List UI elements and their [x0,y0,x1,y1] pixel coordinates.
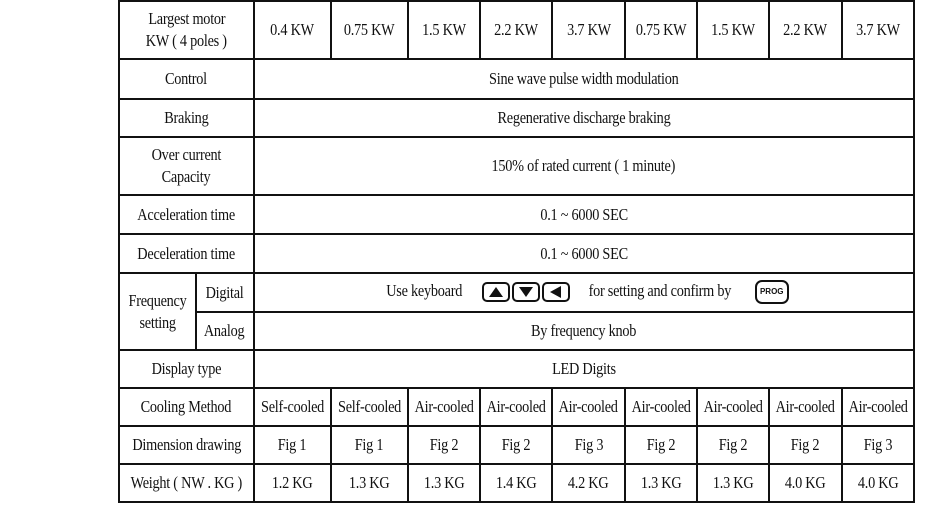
weight-cell: 1.3 KG [697,464,769,502]
acceleration-label: Acceleration time [119,195,254,234]
cooling-cell: Air-cooled [842,388,914,426]
motor-cell: 0.75 KW [331,1,408,59]
motor-label-line2: KW ( 4 poles ) [145,31,227,50]
motor-row [119,1,914,59]
dimension-cell: Fig 3 [842,426,914,464]
weight-cell: 1.4 KG [480,464,552,502]
cooling-cell: Self-cooled [254,388,331,426]
dimension-cell: Fig 2 [697,426,769,464]
cooling-cell: Air-cooled [625,388,697,426]
overcurrent-label: Over current Capacity [119,137,254,195]
overcurrent-row [119,137,914,195]
weight-label: Weight ( NW . KG ) [119,464,254,502]
dimension-row [119,426,914,464]
braking-value: Regenerative discharge braking [254,99,914,137]
motor-cell: 1.5 KW [697,1,769,59]
up-arrow-icon [482,282,510,302]
left-arrow-icon [542,282,570,302]
motor-cell: 1.5 KW [408,1,480,59]
digital-value [254,273,914,312]
digital-label: Digital [196,273,254,312]
motor-label-line1: Largest motor [147,9,225,28]
digital-prefix-text: Use keyboard [386,281,462,301]
frequency-label: Frequency setting [119,273,196,350]
weight-cell: 1.3 KG [625,464,697,502]
dimension-cell: Fig 2 [625,426,697,464]
motor-cell: 0.75 KW [625,1,697,59]
acceleration-row [119,195,914,234]
display-label: Display type [119,350,254,388]
weight-cell: 4.2 KG [552,464,624,502]
cooling-cell: Air-cooled [769,388,841,426]
frequency-digital-row [119,273,914,312]
display-value: LED Digits [254,350,914,388]
dimension-cell: Fig 2 [769,426,841,464]
weight-row [119,464,914,502]
frequency-analog-row [119,312,914,350]
weight-cell: 1.3 KG [408,464,480,502]
control-label: Control [119,59,254,99]
deceleration-value: 0.1 ~ 6000 SEC [254,234,914,273]
control-row [119,59,914,99]
weight-cell: 4.0 KG [842,464,914,502]
cooling-cell: Air-cooled [480,388,552,426]
deceleration-label: Deceleration time [119,234,254,273]
dimension-label: Dimension drawing [119,426,254,464]
motor-cell: 3.7 KW [842,1,914,59]
analog-value: By frequency knob [254,312,914,350]
cooling-cell: Self-cooled [331,388,408,426]
weight-cell: 4.0 KG [769,464,841,502]
braking-label: Braking [119,99,254,137]
braking-row [119,99,914,137]
motor-cell: 2.2 KW [769,1,841,59]
analog-label: Analog [196,312,254,350]
motor-cell: 2.2 KW [480,1,552,59]
display-row [119,350,914,388]
cooling-row [119,388,914,426]
deceleration-row [119,234,914,273]
dimension-cell: Fig 1 [331,426,408,464]
dimension-cell: Fig 2 [480,426,552,464]
cooling-label: Cooling Method [119,388,254,426]
digital-suffix-text: for setting and confirm by [588,281,732,301]
acceleration-value: 0.1 ~ 6000 SEC [254,195,914,234]
motor-cell: 0.4 KW [254,1,331,59]
motor-cell: 3.7 KW [552,1,624,59]
cooling-cell: Air-cooled [408,388,480,426]
dimension-cell: Fig 2 [408,426,480,464]
dimension-cell: Fig 1 [254,426,331,464]
cooling-cell: Air-cooled [552,388,624,426]
down-arrow-icon [512,282,540,302]
overcurrent-value: 150% of rated current ( 1 minute) [254,137,914,195]
weight-cell: 1.3 KG [331,464,408,502]
control-value: Sine wave pulse width modulation [254,59,914,99]
dimension-cell: Fig 3 [552,426,624,464]
motor-label [119,1,254,59]
prog-key-icon: PROG [755,280,789,304]
weight-cell: 1.2 KG [254,464,331,502]
cooling-cell: Air-cooled [697,388,769,426]
spec-table [118,0,915,503]
